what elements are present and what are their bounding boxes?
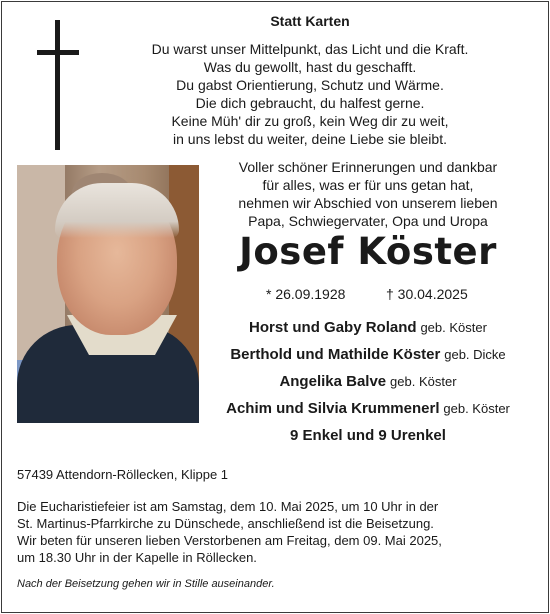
family-entry bbox=[198, 400, 538, 417]
closing-note: Nach der Beisetzung gehen wir in Stille auseinander. bbox=[17, 578, 275, 590]
poem bbox=[100, 40, 520, 148]
family-entry bbox=[198, 373, 538, 390]
deceased-name: Josef Köster bbox=[239, 230, 497, 273]
family-maiden: geb. Köster bbox=[420, 320, 487, 335]
address: 57439 Attendorn-Röllecken, Klippe 1 bbox=[17, 467, 229, 482]
service-info bbox=[17, 498, 537, 566]
intro-line: Papa, Schwiegervater, Opa und Uropa bbox=[248, 213, 488, 229]
intro-text bbox=[198, 158, 538, 230]
poem-line: Du gabst Orientierung, Schutz und Wärme. bbox=[176, 77, 444, 93]
family-names: Achim und Silvia Krummenerl bbox=[226, 400, 440, 417]
family-names: Berthold und Mathilde Köster bbox=[230, 346, 441, 363]
service-line: St. Martinus-Pfarrkirche zu Dünschede, anschließend ist die Beisetzung. bbox=[17, 516, 434, 531]
family-maiden: geb. Köster bbox=[443, 401, 510, 416]
family-maiden: geb. Köster bbox=[390, 374, 457, 389]
family-maiden: geb. Dicke bbox=[444, 347, 506, 362]
intro-line: für alles, was er für uns getan hat, bbox=[262, 177, 474, 193]
intro-line: Voller schöner Erinnerungen und dankbar bbox=[238, 159, 498, 175]
service-line: Wir beten für unseren lieben Verstorbenen am Freitag, dem 09. Mai 2025, bbox=[17, 533, 442, 548]
poem-line: Du warst unser Mittelpunkt, das Licht und die Kraft. bbox=[151, 41, 469, 57]
header-text: Statt Karten bbox=[270, 13, 350, 29]
family-names: Horst und Gaby Roland bbox=[249, 319, 417, 336]
poem-line: in uns lebst du weiter, deine Liebe sie bleibt. bbox=[173, 131, 447, 147]
cross-icon bbox=[37, 20, 79, 150]
family-entry bbox=[198, 427, 538, 444]
family-names: 9 Enkel und 9 Urenkel bbox=[290, 427, 446, 444]
intro-line: nehmen wir Abschied von unserem lieben bbox=[238, 195, 498, 211]
poem-line: Was du gewollt, hast du geschafft. bbox=[203, 59, 417, 75]
service-line: Die Eucharistiefeier ist am Samstag, dem 10. Mai 2025, um 10 Uhr in der bbox=[17, 499, 439, 514]
death-date: † 30.04.2025 bbox=[386, 286, 468, 302]
birth-date: * 26.09.1928 bbox=[266, 286, 346, 302]
service-line: um 18.30 Uhr in der Kapelle in Röllecken. bbox=[17, 550, 257, 565]
family-names: Angelika Balve bbox=[279, 373, 387, 390]
family-entry bbox=[198, 319, 538, 336]
portrait-photo bbox=[17, 165, 199, 423]
poem-line: Die dich gebraucht, du halfest gerne. bbox=[195, 95, 425, 111]
family-entry bbox=[198, 346, 538, 363]
poem-line: Keine Müh' dir zu groß, kein Weg dir zu weit, bbox=[171, 113, 449, 129]
